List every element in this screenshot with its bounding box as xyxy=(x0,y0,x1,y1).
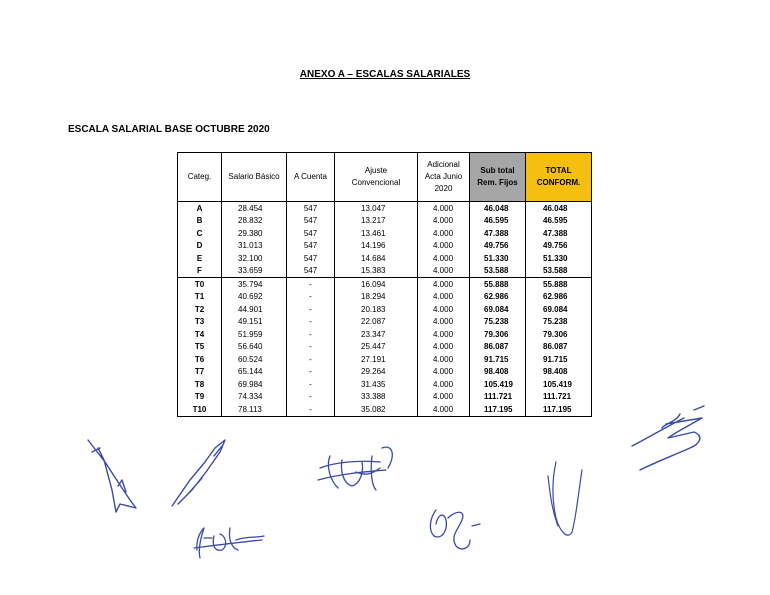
cell-a-cuenta: - xyxy=(287,378,335,391)
cell-salario-basico: 32.100 xyxy=(222,252,287,265)
cell-a-cuenta: - xyxy=(287,391,335,404)
table-row xyxy=(178,341,592,354)
cell-a-cuenta: - xyxy=(287,303,335,316)
cell-total: 79.306 xyxy=(526,328,592,341)
cell-a-cuenta: - xyxy=(287,341,335,354)
cell-subtotal: 111.721 xyxy=(470,391,526,404)
cell-adicional: 4.000 xyxy=(418,316,470,329)
cell-categoria: T8 xyxy=(178,378,222,391)
cell-categoria: T3 xyxy=(178,316,222,329)
cell-total: 46.595 xyxy=(526,215,592,228)
cell-categoria: T9 xyxy=(178,391,222,404)
signature-6 xyxy=(548,462,582,535)
cell-categoria: B xyxy=(178,215,222,228)
cell-subtotal: 91.715 xyxy=(470,353,526,366)
cell-adicional: 4.000 xyxy=(418,328,470,341)
cell-ajuste: 15.383 xyxy=(335,265,418,278)
cell-salario-basico: 28.454 xyxy=(222,202,287,215)
cell-subtotal: 55.888 xyxy=(470,278,526,291)
cell-ajuste: 14.196 xyxy=(335,240,418,253)
cell-adicional: 4.000 xyxy=(418,252,470,265)
table-row xyxy=(178,291,592,304)
table-row xyxy=(178,240,592,253)
cell-categoria: A xyxy=(178,202,222,215)
cell-total: 46.048 xyxy=(526,202,592,215)
cell-subtotal: 49.756 xyxy=(470,240,526,253)
table-row xyxy=(178,215,592,228)
cell-total: 55.888 xyxy=(526,278,592,291)
header-ajuste: Ajuste Convencional xyxy=(335,153,418,202)
cell-salario-basico: 51.959 xyxy=(222,328,287,341)
cell-subtotal: 86.087 xyxy=(470,341,526,354)
table-row xyxy=(178,353,592,366)
cell-salario-basico: 78.113 xyxy=(222,403,287,416)
cell-salario-basico: 74.334 xyxy=(222,391,287,404)
signature-3 xyxy=(318,447,392,490)
cell-ajuste: 22.087 xyxy=(335,316,418,329)
cell-categoria: T6 xyxy=(178,353,222,366)
cell-adicional: 4.000 xyxy=(418,265,470,278)
cell-a-cuenta: - xyxy=(287,366,335,379)
cell-subtotal: 69.084 xyxy=(470,303,526,316)
cell-salario-basico: 49.151 xyxy=(222,316,287,329)
cell-total: 117.195 xyxy=(526,403,592,416)
cell-adicional: 4.000 xyxy=(418,215,470,228)
cell-subtotal: 53.588 xyxy=(470,265,526,278)
cell-subtotal: 117.195 xyxy=(470,403,526,416)
cell-categoria: D xyxy=(178,240,222,253)
cell-adicional: 4.000 xyxy=(418,366,470,379)
cell-salario-basico: 40.692 xyxy=(222,291,287,304)
cell-categoria: T0 xyxy=(178,278,222,291)
table-row xyxy=(178,252,592,265)
cell-ajuste: 13.461 xyxy=(335,227,418,240)
cell-categoria: T2 xyxy=(178,303,222,316)
cell-ajuste: 13.217 xyxy=(335,215,418,228)
table-row xyxy=(178,366,592,379)
cell-total: 105.419 xyxy=(526,378,592,391)
cell-categoria: T10 xyxy=(178,403,222,416)
cell-salario-basico: 28.832 xyxy=(222,215,287,228)
table-header-row xyxy=(178,153,592,202)
header-a-cuenta: A Cuenta xyxy=(287,153,335,202)
table-row xyxy=(178,278,592,291)
cell-salario-basico: 33.659 xyxy=(222,265,287,278)
cell-salario-basico: 44.901 xyxy=(222,303,287,316)
table-row xyxy=(178,227,592,240)
cell-subtotal: 62.986 xyxy=(470,291,526,304)
cell-categoria: T1 xyxy=(178,291,222,304)
cell-a-cuenta: 547 xyxy=(287,252,335,265)
cell-ajuste: 23.347 xyxy=(335,328,418,341)
table-row xyxy=(178,378,592,391)
cell-adicional: 4.000 xyxy=(418,378,470,391)
cell-ajuste: 25.447 xyxy=(335,341,418,354)
cell-categoria: F xyxy=(178,265,222,278)
section-title: ESCALA SALARIAL BASE OCTUBRE 2020 xyxy=(68,124,270,135)
cell-a-cuenta: 547 xyxy=(287,240,335,253)
cell-total: 49.756 xyxy=(526,240,592,253)
cell-ajuste: 31.435 xyxy=(335,378,418,391)
cell-ajuste: 16.094 xyxy=(335,278,418,291)
header-subtotal: Sub total Rem. Fijos xyxy=(470,153,526,202)
cell-a-cuenta: - xyxy=(287,278,335,291)
cell-subtotal: 46.048 xyxy=(470,202,526,215)
table-row xyxy=(178,316,592,329)
cell-total: 69.084 xyxy=(526,303,592,316)
cell-total: 98.408 xyxy=(526,366,592,379)
cell-adicional: 4.000 xyxy=(418,291,470,304)
cell-subtotal: 46.595 xyxy=(470,215,526,228)
cell-ajuste: 18.294 xyxy=(335,291,418,304)
cell-categoria: C xyxy=(178,227,222,240)
signatures-area xyxy=(0,400,770,595)
cell-ajuste: 20.183 xyxy=(335,303,418,316)
header-categoria: Categ. xyxy=(178,153,222,202)
cell-total: 86.087 xyxy=(526,341,592,354)
cell-salario-basico: 31.013 xyxy=(222,240,287,253)
cell-ajuste: 27.191 xyxy=(335,353,418,366)
cell-salario-basico: 56.640 xyxy=(222,341,287,354)
signature-1 xyxy=(88,440,136,512)
cell-adicional: 4.000 xyxy=(418,278,470,291)
signature-5 xyxy=(430,510,480,549)
table-row xyxy=(178,202,592,215)
cell-a-cuenta: 547 xyxy=(287,265,335,278)
signature-4 xyxy=(194,528,264,558)
cell-categoria: T4 xyxy=(178,328,222,341)
cell-total: 47.388 xyxy=(526,227,592,240)
header-adicional: Adicional Acta Junio 2020 xyxy=(418,153,470,202)
cell-a-cuenta: 547 xyxy=(287,227,335,240)
document-title: ANEXO A – ESCALAS SALARIALES xyxy=(299,69,471,80)
cell-adicional: 4.000 xyxy=(418,341,470,354)
cell-salario-basico: 35.794 xyxy=(222,278,287,291)
cell-a-cuenta: 547 xyxy=(287,215,335,228)
cell-subtotal: 51.330 xyxy=(470,252,526,265)
cell-total: 111.721 xyxy=(526,391,592,404)
cell-total: 91.715 xyxy=(526,353,592,366)
header-total: TOTAL CONFORM. xyxy=(526,153,592,202)
cell-salario-basico: 69.984 xyxy=(222,378,287,391)
cell-subtotal: 47.388 xyxy=(470,227,526,240)
cell-subtotal: 105.419 xyxy=(470,378,526,391)
cell-a-cuenta: - xyxy=(287,328,335,341)
cell-a-cuenta: - xyxy=(287,316,335,329)
cell-ajuste: 33.388 xyxy=(335,391,418,404)
table-row xyxy=(178,265,592,278)
cell-salario-basico: 29.380 xyxy=(222,227,287,240)
cell-adicional: 4.000 xyxy=(418,202,470,215)
table-row xyxy=(178,328,592,341)
table-row xyxy=(178,303,592,316)
cell-a-cuenta: 547 xyxy=(287,202,335,215)
cell-total: 53.588 xyxy=(526,265,592,278)
cell-adicional: 4.000 xyxy=(418,391,470,404)
cell-subtotal: 75.238 xyxy=(470,316,526,329)
cell-ajuste: 13.047 xyxy=(335,202,418,215)
cell-adicional: 4.000 xyxy=(418,240,470,253)
cell-adicional: 4.000 xyxy=(418,353,470,366)
cell-total: 51.330 xyxy=(526,252,592,265)
header-salario-basico: Salario Básico xyxy=(222,153,287,202)
cell-a-cuenta: - xyxy=(287,403,335,416)
cell-adicional: 4.000 xyxy=(418,403,470,416)
cell-a-cuenta: - xyxy=(287,291,335,304)
cell-categoria: E xyxy=(178,252,222,265)
signature-2 xyxy=(172,440,225,506)
cell-ajuste: 14.684 xyxy=(335,252,418,265)
cell-subtotal: 98.408 xyxy=(470,366,526,379)
cell-ajuste: 29.264 xyxy=(335,366,418,379)
cell-total: 62.986 xyxy=(526,291,592,304)
cell-adicional: 4.000 xyxy=(418,303,470,316)
cell-subtotal: 79.306 xyxy=(470,328,526,341)
cell-categoria: T7 xyxy=(178,366,222,379)
cell-salario-basico: 60.524 xyxy=(222,353,287,366)
salary-scale-table xyxy=(177,152,592,417)
cell-total: 75.238 xyxy=(526,316,592,329)
cell-categoria: T5 xyxy=(178,341,222,354)
cell-adicional: 4.000 xyxy=(418,227,470,240)
cell-salario-basico: 65.144 xyxy=(222,366,287,379)
cell-a-cuenta: - xyxy=(287,353,335,366)
signature-7 xyxy=(632,406,704,470)
cell-ajuste: 35.082 xyxy=(335,403,418,416)
